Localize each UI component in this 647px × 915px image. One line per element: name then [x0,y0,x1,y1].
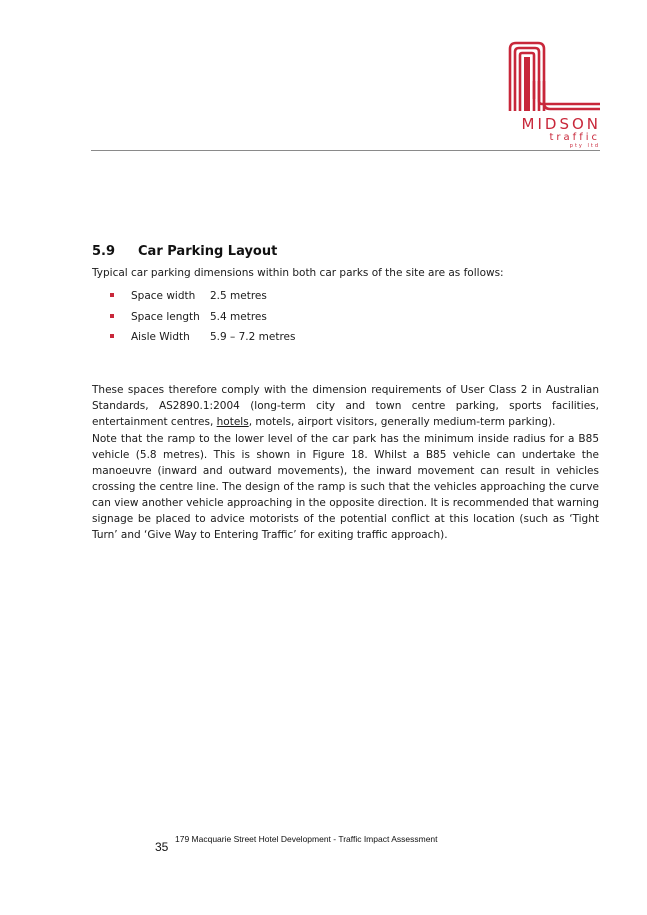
bullet-icon [110,334,114,338]
logo-subtitle: traffic [549,132,600,143]
ramp-paragraph: Note that the ramp to the lower level of the car park has the minimum inside radius for a B85 vehicle (5.8 metres). This is shown in Figure 18. Whilst a B85 vehicle can undertake the manoeuvre (inward and outward movements), the inward movement can result in vehicles crossing the centre line. The design of the ramp is such that the vehicles approaching the curve can view another vehicle approaching in the opposite direction. It is recommended that warning signage be placed to advice motorists of the potential conflict at this location (such as ‘Tight Turn’ and ‘Give Way to Entering Traffic’ for exiting traffic approach). [92,432,599,541]
bullet-icon [110,314,114,318]
header-divider [91,150,600,151]
dimension-label: Space length [131,310,200,323]
logo-company-suffix: pty ltd [569,143,600,149]
dimension-label: Space width [131,290,196,302]
dimension-value: 5.4 metres [210,310,267,323]
paragraph-text: These spaces therefore comply with the dimension requirements of User Class 2 in Australian Standards, AS2890.1:2004 (long-term city and town centre parking, sports facilities, entertainment centres, [92,383,599,428]
page-number: 35 [155,840,169,854]
paragraph-text: , motels, airport visitors, generally medium-term parking). [248,415,556,428]
dimension-label: Aisle Width [131,331,190,343]
footer-document-title: 179 Macquarie Street Hotel Development - Traffic Impact Assessment [175,834,438,844]
logo-wordmark: MIDSON [521,115,601,133]
section-title: Car Parking Layout [138,244,278,259]
dimension-value: 2.5 metres [210,290,267,302]
bullet-icon [110,293,114,297]
hotels-text: hotels [216,415,249,428]
section-heading [92,244,277,259]
section-intro: Typical car parking dimensions within both car parks of the site are as follows: [92,267,504,279]
midson-logo-icon [508,41,600,111]
compliance-paragraph [92,382,599,430]
section-number: 5.9 [92,244,116,259]
dimension-value: 5.9 – 7.2 metres [210,331,296,343]
